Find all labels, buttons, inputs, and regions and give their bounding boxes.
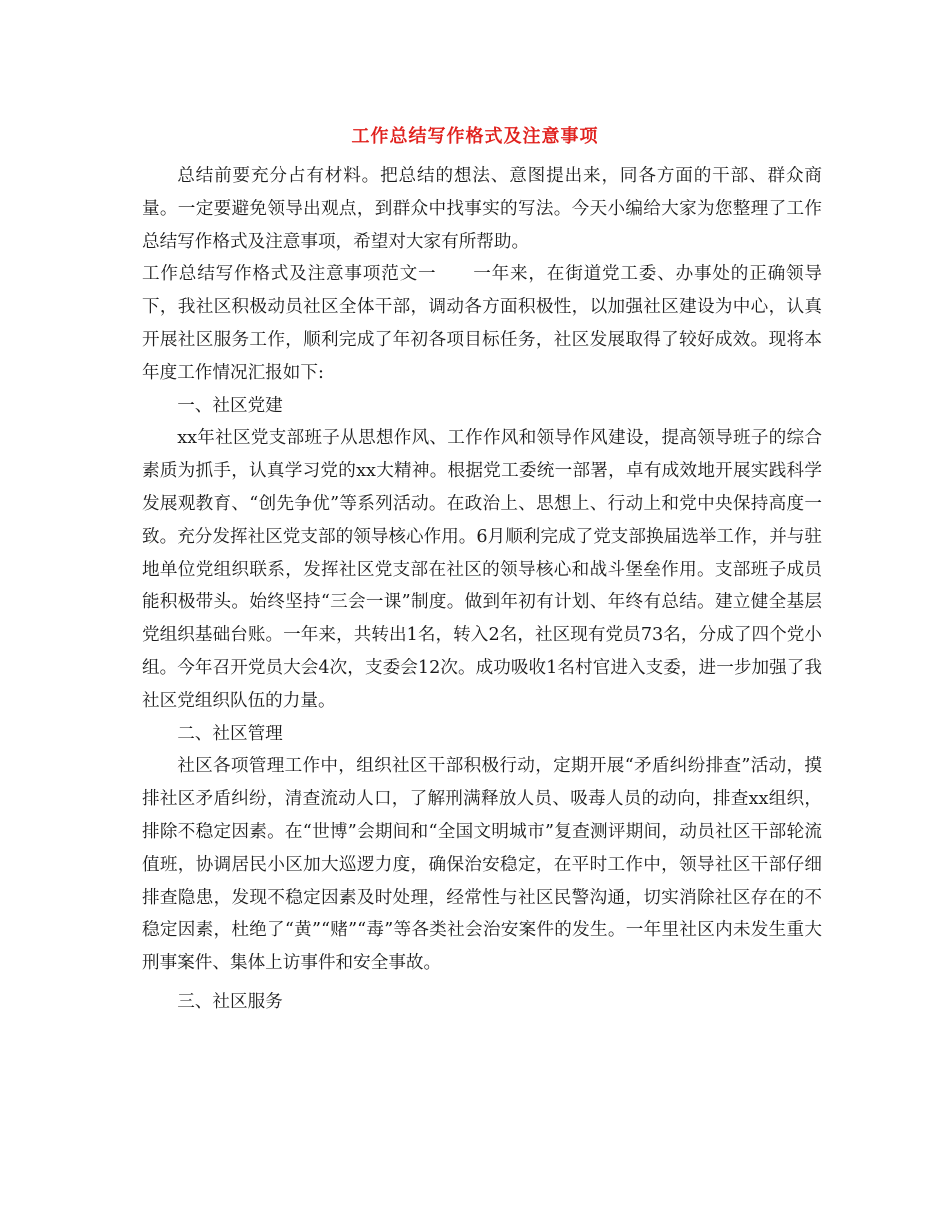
section-body-management: 社区各项管理工作中，组织社区干部积极行动，定期开展“矛盾纠纷排查”活动，摸排社区矛盾纠纷，清查流动人口，了解刑满释放人员、吸毒人员的动向，排查xx组织，排除不稳定因素。在“世博”会期间和“全国文明城市”复查测评期间，动员社区干部轮流值班，协调居民小区加大巡逻力度，确保治安稳定，在平时工作中，领导社区干部仔细排查隐患，发现不稳定因素及时处理，经常性与社区民警沟通，切实消除社区存在的不稳定因素，杜绝了“黄”“赌”“毒”等各类社会治安案件的发生。一年里社区内未发生重大刑事案件、集体上访事件和安全事故。 [142,756,822,974]
document-body [142,160,822,1019]
document-title: 工作总结写作格式及注意事项 [351,126,599,147]
section-body-party-building: xx年社区党支部班子从思想作风、工作作风和领导作风建设，提高领导班子的综合素质为抓手，认真学习党的xx大精神。根据党工委统一部署，卓有成效地开展实践科学发展观教育、“创先争优”等系列活动。在政治上、思想上、行动上和党中央保持高度一致。充分发挥社区党支部的领导核心作用。6月顺利完成了党支部换届选举工作，并与驻地单位党组织联系，发挥社区党支部在社区的领导核心和战斗堡垒作用。支部班子成员能积极带头。始终坚持“三会一课”制度。做到年初有计划、年终有总结。建立健全基层党组织基础台账。一年来，共转出1名，转入2名，社区现有党员73名，分成了四个党小组。今年召开党员大会4次，支委会12次。成功吸收1名村官进入支委，进一步加强了我社区党组织队伍的力量。 [142,428,822,711]
intro-paragraph: 总结前要充分占有材料。把总结的想法、意图提出来，同各方面的干部、群众商量。一定要避免领导出观点，到群众中找事实的写法。今天小编给大家为您整理了工作总结写作格式及注意事项，希望对大家有所帮助。 [142,166,822,252]
sample-paragraph: 工作总结写作格式及注意事项范文一 一年来，在街道党工委、办事处的正确领导下，我社区积极动员社区全体干部，调动各方面积极性，以加强社区建设为中心，认真开展社区服务工作，顺利完成了年初各项目标任务，社区发展取得了较好成效。现将本年度工作情况汇报如下: [142,264,822,383]
section-heading-service: 三、社区服务 [177,991,283,1012]
section-heading-management: 二、社区管理 [177,723,283,744]
section-heading-party-building: 一、社区党建 [177,395,283,416]
